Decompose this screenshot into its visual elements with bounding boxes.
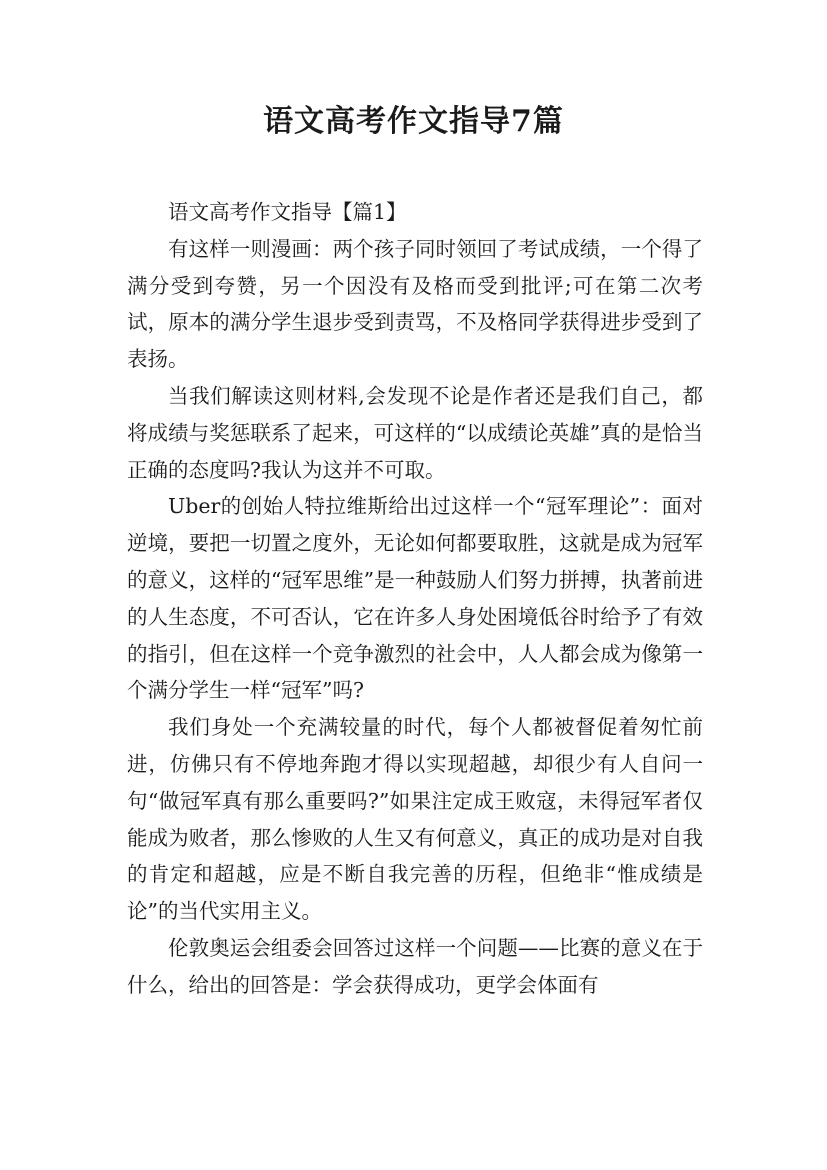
document-body (127, 194, 703, 1004)
paragraph: 有这样一则漫画：两个孩子同时领回了考试成绩，一个得了满分受到夸赞，另一个因没有及格而受到批评;可在第二次考试，原本的满分学生退步受到责骂，不及格同学获得进步受到了表扬。 (127, 236, 703, 372)
paragraph: 当我们解读这则材料,会发现不论是作者还是我们自己，都将成绩与奖惩联系了起来，可这样的“以成绩论英雄”真的是恰当正确的态度吗?我认为这并不可取。 (127, 383, 703, 482)
paragraph: Uber的创始人特拉维斯给出过这样一个“冠军理论”：面对逆境，要把一切置之度外，无论如何都要取胜，这就是成为冠军的意义，这样的“冠军思维”是一种鼓励人们努力拼搏，执著前进的人生态度，不可否认，它在许多人身处困境低谷时给予了有效的指引，但在这样一个竞争激烈的社会中，人人都会成为像第一个满分学生一样“冠军”吗? (127, 494, 703, 703)
section-heading: 语文高考作文指导【篇1】 (168, 200, 407, 224)
paragraph: 伦敦奥运会组委会回答过这样一个问题——比赛的意义在于什么，给出的回答是：学会获得成功，更学会体面有 (127, 935, 703, 997)
document-title: 语文高考作文指导7篇 (263, 104, 564, 139)
paragraph: 我们身处一个充满较量的时代，每个人都被督促着匆忙前进，仿佛只有不停地奔跑才得以实现超越，却很少有人自问一句“做冠军真有那么重要吗?”如果注定成王败寇，未得冠军者仅能成为败者，那么惨败的人生又有何意义，真正的成功是对自我的肯定和超越，应是不断自我完善的历程，但绝非“惟成绩是论”的当代实用主义。 (127, 715, 703, 924)
